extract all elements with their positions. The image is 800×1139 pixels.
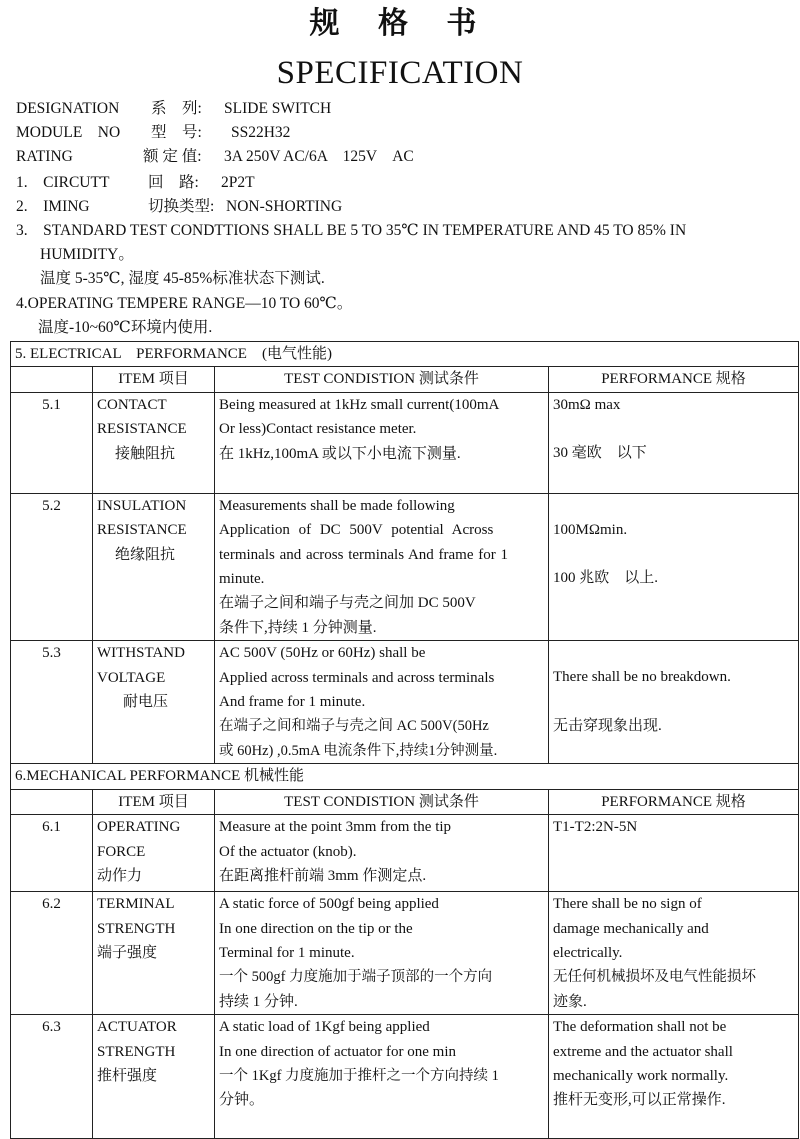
module-label: MODULE NO	[16, 124, 121, 141]
table-row	[11, 641, 799, 764]
item-name-en: STRENGTH	[97, 920, 176, 937]
circuit-value: 2P2T	[221, 174, 255, 191]
electrical-section-header	[11, 342, 799, 367]
item-name-cn: 接触阻抗	[115, 445, 176, 462]
item-name-en: FORCE	[97, 843, 146, 860]
perf-line: electrically.	[553, 944, 623, 961]
test-line: 持续 1 分钟.	[219, 993, 298, 1010]
performance-cell	[549, 815, 799, 892]
test-line: Of the actuator (knob).	[219, 843, 357, 860]
perf-line: 推杆无变形,可以正常操作.	[553, 1092, 726, 1109]
item-name-cn: 绝缘阻抗	[115, 546, 176, 563]
test-conditions-line2: HUMIDITY。	[40, 246, 134, 263]
perf-line	[553, 690, 794, 714]
performance-table	[10, 341, 799, 1139]
item-cell	[93, 892, 215, 1015]
col-perf-header: PERFORMANCE 规格	[549, 367, 799, 392]
test-line: In one direction of actuator for one min	[219, 1043, 456, 1060]
mechanical-section-title: 6.MECHANICAL PERFORMANCE 机械性能	[11, 764, 799, 789]
test-line: Applied across terminals and across terminals	[219, 669, 495, 686]
item-name-cn: 动作力	[97, 867, 143, 884]
table-row	[11, 892, 799, 1015]
test-line: 一个 1Kgf 力度施加于推杆之一个方向持续 1	[219, 1067, 499, 1084]
perf-line: 无击穿现象出现.	[553, 717, 662, 734]
test-line: 在距离推杆前端 3mm 作测定点.	[219, 867, 427, 884]
timing-value: NON-SHORTING	[226, 198, 343, 215]
title-chinese: 规 格 书	[309, 6, 491, 41]
test-condition-cell	[215, 1015, 549, 1139]
rating-value: 3A 250V AC/6A 125V AC	[224, 148, 414, 165]
module-cn: 型 号:	[151, 124, 202, 141]
test-line: Terminal for 1 minute.	[219, 944, 355, 961]
table-row	[11, 493, 799, 640]
perf-line	[553, 494, 794, 518]
operating-temp-range: 4.OPERATING TEMPERE RANGE—10 TO 60℃。	[16, 295, 353, 312]
test-line: And frame for 1 minute.	[219, 694, 366, 711]
test-line: 或 60Hz) ,0.5mA 电流条件下,持续1分钟测量.	[219, 742, 498, 759]
test-line: Application of DC 500V potential Across	[219, 522, 494, 539]
perf-line: The deformation shall not be	[553, 1019, 727, 1036]
perf-line: 30 毫欧 以下	[553, 445, 647, 462]
perf-line	[553, 417, 794, 441]
test-line: 在端子之间和端子与壳之间 AC 500V(50Hz	[219, 718, 489, 735]
perf-line: There shall be no sign of	[553, 896, 702, 913]
test-line: 在 1kHz,100mA 或以下小电流下测量.	[219, 445, 461, 462]
test-condition-cell	[215, 892, 549, 1015]
item-cell	[93, 641, 215, 764]
perf-line: 30mΩ max	[553, 396, 621, 413]
designation-cn: 系 列:	[151, 100, 202, 117]
test-line: 条件下,持续 1 分钟测量.	[219, 619, 377, 636]
perf-line: extreme and the actuator shall	[553, 1043, 733, 1060]
performance-cell	[549, 641, 799, 764]
item-name-cn: 推杆强度	[97, 1067, 158, 1084]
row-number: 5.2	[11, 493, 93, 640]
perf-line: There shall be no breakdown.	[553, 669, 731, 686]
table-row	[11, 1015, 799, 1139]
perf-line: 100MΩmin.	[553, 521, 628, 538]
performance-cell	[549, 493, 799, 640]
test-line: Measure at the point 3mm from the tip	[219, 819, 452, 836]
row-number: 6.1	[11, 815, 93, 892]
test-line: Or less)Contact resistance meter.	[219, 421, 417, 438]
item-name-en: CONTACT	[97, 396, 167, 413]
test-line: In one direction on the tip or the	[219, 920, 413, 937]
title-english: SPECIFICATION	[276, 55, 524, 91]
electrical-section-title: 5. ELECTRICAL PERFORMANCE (电气性能)	[11, 342, 799, 367]
mechanical-column-headers	[11, 789, 799, 814]
col-item-header: ITEM 项目	[93, 367, 215, 392]
rating-label: RATING	[16, 148, 73, 165]
item-name-en: WITHSTAND	[97, 645, 185, 662]
test-line: A static load of 1Kgf being applied	[219, 1019, 430, 1036]
perf-line: T1-T2:2N-5N	[553, 819, 638, 836]
item-name-en: ACTUATOR	[97, 1019, 177, 1036]
col-test-header: TEST CONDISTION 测试条件	[215, 367, 549, 392]
test-line: 分钟。	[219, 1092, 265, 1109]
item-name-en: OPERATING	[97, 819, 181, 836]
perf-line: 迹象.	[553, 993, 587, 1010]
item-name-cn: 端子强度	[97, 944, 158, 961]
item-cell	[93, 392, 215, 493]
designation-label: DESIGNATION	[16, 100, 120, 117]
test-condition-cell	[215, 641, 549, 764]
perf-line: 100 兆欧 以上.	[553, 570, 659, 587]
test-line: 在端子之间和端子与壳之间加 DC 500V	[219, 595, 476, 612]
test-line: minute.	[219, 571, 265, 588]
row-number: 6.2	[11, 892, 93, 1015]
row-number: 6.3	[11, 1015, 93, 1139]
item-name-en: TERMINAL	[97, 896, 175, 913]
test-line: AC 500V (50Hz or 60Hz) shall be	[219, 645, 426, 662]
col-item-header: ITEM 项目	[93, 789, 215, 814]
item-cell	[93, 815, 215, 892]
item-cell	[93, 493, 215, 640]
operating-temp-cn: 温度-10~60℃环境内使用.	[38, 319, 213, 336]
item-name-en: STRENGTH	[97, 1043, 176, 1060]
test-line: terminals and across terminals And frame for 1	[219, 546, 508, 563]
performance-cell	[549, 892, 799, 1015]
item-name-en: VOLTAGE	[97, 669, 166, 686]
item-name-en: RESISTANCE	[97, 522, 187, 539]
timing-cn: 切换类型:	[148, 198, 215, 215]
electrical-column-headers	[11, 367, 799, 392]
item-name-en: INSULATION	[97, 497, 187, 514]
col-test-header: TEST CONDISTION 测试条件	[215, 789, 549, 814]
header-block	[16, 97, 791, 337]
table-row	[11, 392, 799, 493]
perf-line: damage mechanically and	[553, 920, 709, 937]
timing-label: 2. IMING	[16, 198, 90, 215]
test-line: Measurements shall be made following	[219, 497, 455, 514]
module-value: SS22H32	[231, 124, 291, 141]
test-condition-cell	[215, 815, 549, 892]
mechanical-section-header	[11, 764, 799, 789]
test-conditions-line1: 3. STANDARD TEST CONDTTIONS SHALL BE 5 TO 35℃ IN TEMPERATURE AND 45 TO 85% IN	[16, 222, 687, 239]
test-condition-cell	[215, 493, 549, 640]
col-perf-header: PERFORMANCE 规格	[549, 789, 799, 814]
test-line: 一个 500gf 力度施加于端子顶部的一个方向	[219, 969, 493, 986]
circuit-cn: 回 路:	[148, 174, 199, 191]
circuit-label: 1. CIRCUTT	[16, 174, 110, 191]
designation-value: SLIDE SWITCH	[224, 100, 332, 117]
rating-cn: 额 定 值:	[143, 148, 202, 165]
perf-line: mechanically work normally.	[553, 1067, 729, 1084]
test-line: Being measured at 1kHz small current(100mA	[219, 396, 500, 413]
row-number: 5.3	[11, 641, 93, 764]
perf-line	[553, 641, 794, 665]
performance-cell	[549, 1015, 799, 1139]
item-cell	[93, 1015, 215, 1139]
test-line: A static force of 500gf being applied	[219, 896, 439, 913]
item-name-cn: 耐电压	[123, 694, 169, 711]
row-number: 5.1	[11, 392, 93, 493]
test-conditions-cn: 温度 5-35℃, 湿度 45-85%标准状态下测试.	[40, 270, 325, 287]
performance-cell	[549, 392, 799, 493]
perf-line: 无任何机械损坏及电气性能损坏	[553, 969, 756, 986]
item-name-en: RESISTANCE	[97, 421, 187, 438]
perf-line	[553, 542, 794, 566]
table-row	[11, 815, 799, 892]
test-condition-cell	[215, 392, 549, 493]
